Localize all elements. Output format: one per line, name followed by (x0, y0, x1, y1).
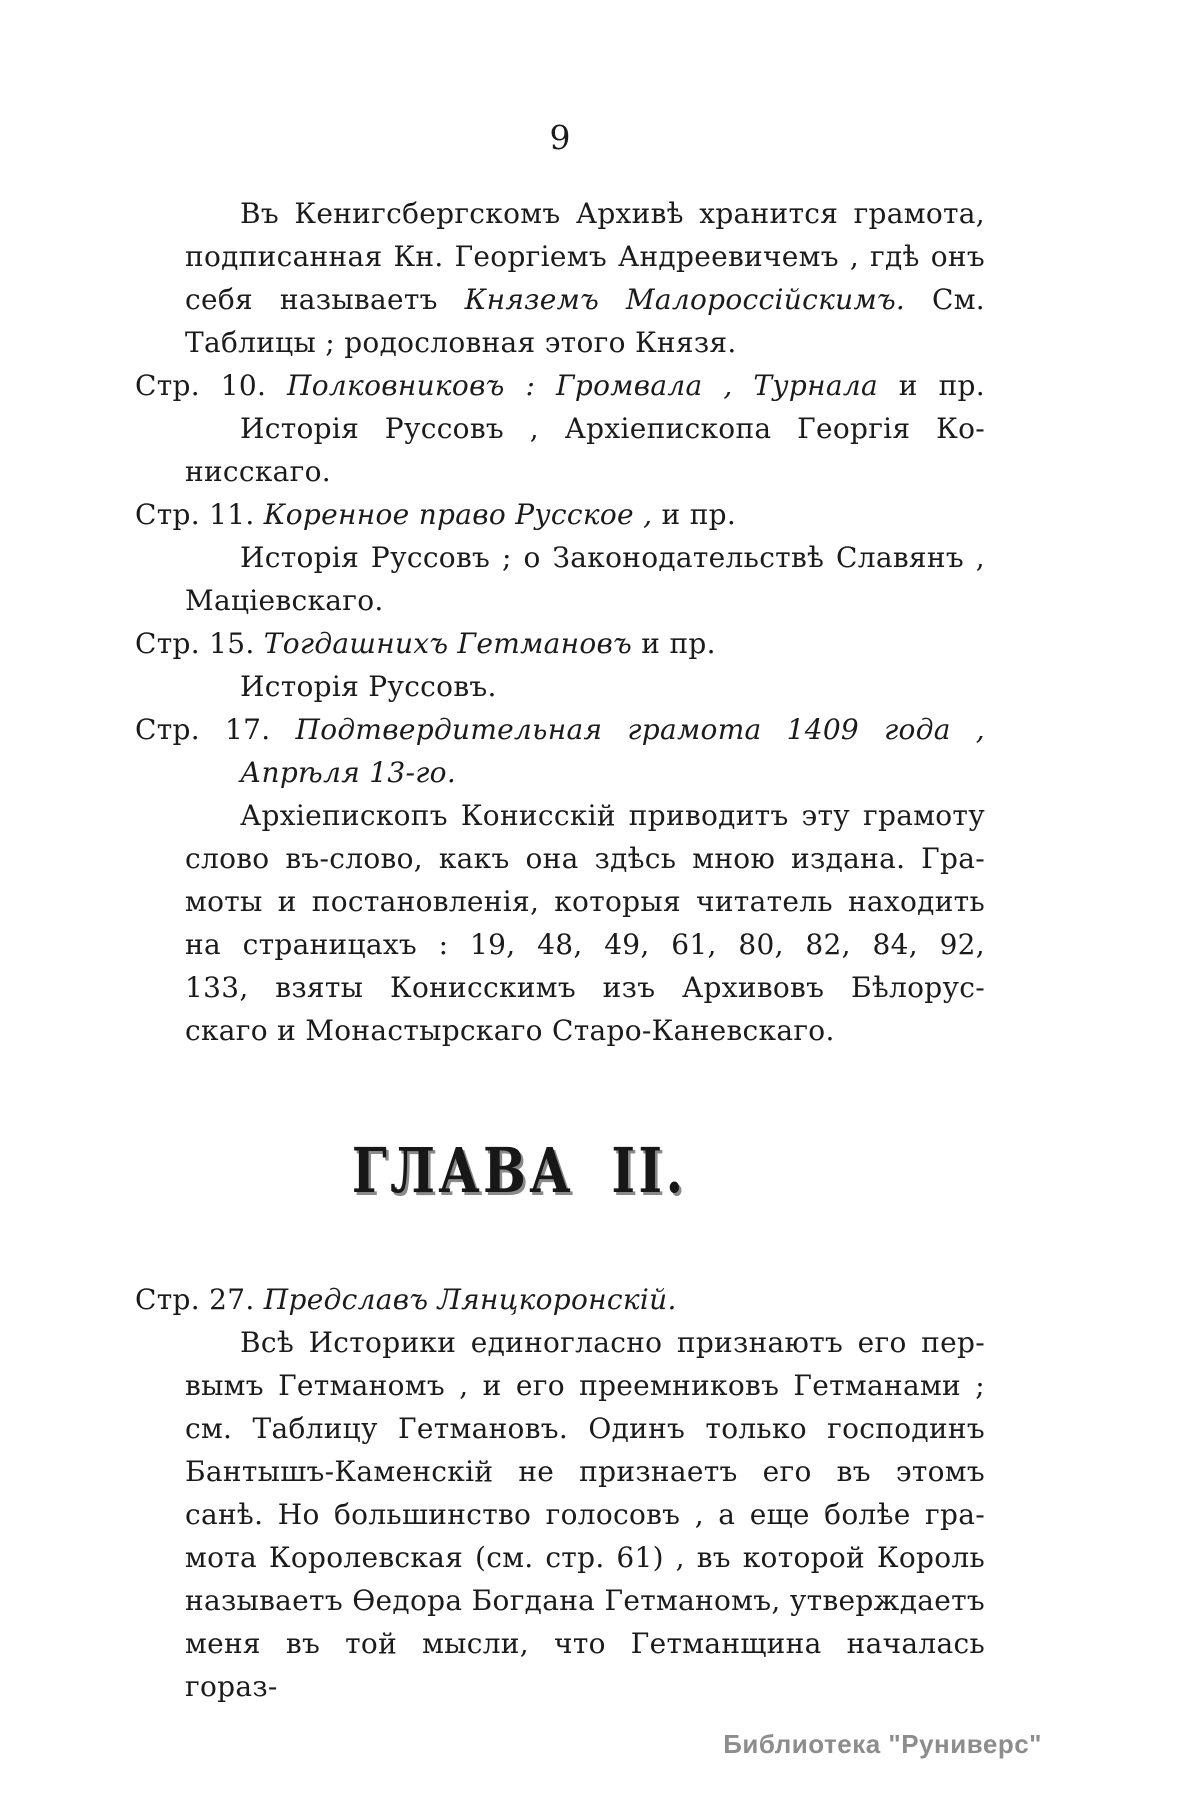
text-line-page-ref (135, 364, 985, 407)
page-number: 9 (549, 118, 571, 157)
segment-roman: Таблицы ; родословная этого Князя. (185, 326, 737, 359)
segment-roman: на страницахъ : 19, 48, 49, 61, 80, 82, 84, 92, (185, 928, 985, 961)
segment-italic: Тогдашнихъ Гетмановъ (263, 627, 642, 660)
text-line (135, 407, 985, 450)
chapter-heading-text: ГЛАВА II. (351, 1134, 687, 1207)
segment-roman: Исторія Руссовъ , Архіепископа Георгія Ко- (240, 412, 985, 445)
segment-roman: и пр. (641, 627, 716, 660)
segment-roman: Стр. 10. (135, 369, 288, 402)
segment-roman: 133, взяты Конисскимъ изъ Архивовъ Бѣлорус- (185, 971, 985, 1004)
segment-italic: Полковниковъ : Громвала , Турнала (287, 369, 899, 402)
text-line (135, 450, 985, 493)
segment-roman: Всѣ Историки единогласно признаютъ его пер- (240, 1326, 985, 1359)
text-line (135, 1536, 985, 1579)
text-line (135, 751, 985, 794)
text-line (135, 794, 985, 837)
segment-roman: Стр. 17. (135, 713, 296, 746)
segment-italic: Подтвердительная грамота 1409 года , (295, 713, 985, 746)
text-line (135, 192, 985, 235)
segment-roman: и пр. (898, 369, 985, 402)
text-line (135, 1622, 985, 1703)
text-line (135, 536, 985, 579)
text-line (135, 966, 985, 1009)
text-line (135, 1364, 985, 1407)
segment-italic: Коренное право Русское , (263, 498, 662, 531)
text-line (135, 837, 985, 880)
text-line (135, 923, 985, 966)
library-watermark: Библиотека "Руниверс" (723, 1729, 1042, 1759)
segment-italic: Княземъ Малороссійскимъ. (464, 283, 906, 316)
text-line (135, 1321, 985, 1364)
segment-roman: см. Таблицу Гетмановъ. Одинъ только господинъ (185, 1412, 985, 1445)
segment-italic: Предславъ Лянцкоронскій. (263, 1283, 677, 1316)
segment-roman: Исторія Руссовъ ; о Законодательствѣ Славянъ , (240, 541, 985, 574)
text-line (135, 1493, 985, 1536)
text-line (135, 321, 985, 364)
segment-roman: Въ Кенигсбергскомъ Архивѣ хранится грамота, (240, 197, 985, 230)
segment-roman: Исторія Руссовъ. (240, 670, 497, 703)
segment-roman: меня въ той мысли, что Гетманщина началась гораз- (185, 1627, 985, 1703)
segment-roman: Бантышъ-Каменскій не признаетъ его въ этомъ (185, 1455, 985, 1488)
segment-roman: Архіепископъ Конисскій приводитъ эту грамоту (240, 799, 985, 832)
text-line-page-ref (135, 1278, 985, 1321)
segment-roman: моты и постановленія, которыя читатель находить (185, 885, 985, 918)
text-line (135, 278, 985, 321)
segment-roman: называетъ Ѳедора Богдана Гетманомъ, утверждаетъ (185, 1584, 985, 1617)
chapter1-notes-block (135, 192, 985, 1052)
segment-roman: Стр. 15. (135, 627, 264, 660)
segment-roman: слово въ-слово, какъ она здѣсь мною издана. Гра- (185, 842, 985, 875)
text-line (135, 1009, 985, 1052)
segment-roman: Стр. 27. (135, 1283, 264, 1316)
segment-roman: и пр. (661, 498, 737, 531)
text-line (135, 665, 985, 708)
segment-roman: Стр. 11. (135, 498, 264, 531)
segment-italic: Апрѣля 13-го. (240, 756, 457, 789)
text-line-page-ref (135, 708, 985, 751)
segment-roman: См. (905, 283, 985, 316)
text-line (135, 880, 985, 923)
segment-roman: Маціевскаго. (185, 584, 384, 617)
text-line-page-ref (135, 622, 985, 665)
segment-roman: санѣ. Но большинство голосовъ , а еще болѣе гра- (185, 1498, 985, 1531)
segment-roman: мота Королевская (см. стр. 61) , въ которой Король (185, 1541, 985, 1574)
text-line (135, 579, 985, 622)
text-line (135, 1450, 985, 1493)
text-line-page-ref (135, 493, 985, 536)
segment-roman: себя называетъ (185, 283, 465, 316)
segment-roman: подписанная Кн. Георгіемъ Андреевичемъ , гдѣ онъ (185, 240, 985, 273)
chapter-heading (135, 1134, 985, 1208)
segment-roman: скаго и Монастырскаго Старо-Каневскаго. (185, 1014, 835, 1047)
text-line (135, 1407, 985, 1450)
text-line (135, 235, 985, 278)
text-line (135, 1579, 985, 1622)
segment-roman: нисскаго. (185, 455, 332, 488)
segment-roman: вымъ Гетманомъ , и его преемниковъ Гетманами ; (185, 1369, 985, 1402)
chapter2-notes-block (135, 1278, 985, 1703)
